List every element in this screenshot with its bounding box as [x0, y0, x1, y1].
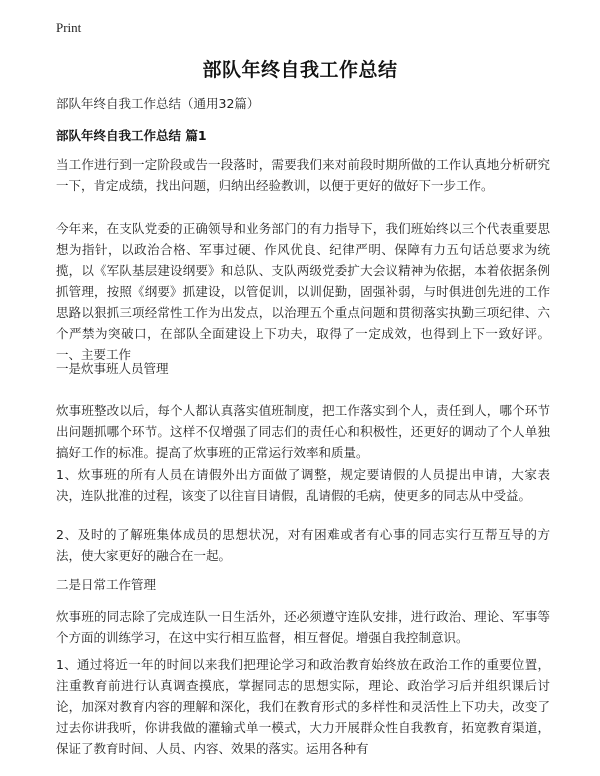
- paragraph-education: 1、通过将近一年的时间以来我们把理论学习和政治教育始终放在政治工作的重要位置，注重教育前进行认真调查摸底，掌握同志的思想实际，理论、政治学习后并组织课后讨论，加深对教育内容的理解和深化，我们在教育形式的多样性和灵活性上下功夫，改变了过去你讲我听，你讲我做的灌输式单一模式，大力开展群众性自我教育，拓宽教育渠道，保证了教育时间、人员、内容、效果的落实。运用各种有: [56, 657, 550, 756]
- paragraph-leave: 1、炊事班的所有人员在请假外出方面做了调整，规定要请假的人员提出申请，大家表决，连队批准的过程，该变了以往盲目请假，乱请假的毛病，使更多的同志从中受益。: [56, 467, 550, 503]
- document-subtitle: 部队年终自我工作总结（通用32篇）: [56, 96, 260, 111]
- paragraph-intro: 当工作进行到一定阶段或告一段落时，需要我们来对前段时期所做的工作认真地分析研究一下，肯定成绩，找出问题，归纳出经验教训，以便于更好的做好下一步工作。: [56, 157, 550, 193]
- subheading-personnel: 一是炊事班人员管理: [56, 361, 169, 376]
- paragraph-mutual-help: 2、及时的了解班集体成员的思想状况，对有困难或者有心事的同志实行互帮互导的方法，使大家更好的融合在一起。: [56, 527, 550, 563]
- paragraph-daily-work: 炊事班的同志除了完成连队一日生活外，还必须遵守连队安排，进行政治、理论、军事等个方面的训练学习，在这中实行相互监督，相互督促。增强自我控制意识。: [56, 609, 550, 645]
- document-title: 部队年终自我工作总结: [202, 59, 398, 81]
- section-heading: 部队年终自我工作总结 篇1: [56, 128, 207, 143]
- paragraph-overview: 今年来，在支队党委的正确领导和业务部门的有力指导下，我们班始终以三个代表重要思想为指针，以政治合格、军事过硬、作风优良、纪律严明、保障有力五句话总要求为统揽，以《军队基层建设纲要》和总队、支队两级党委扩大会议精神为依据，本着依据条例抓管理，按照《纲要》抓建设，以管促训，以训促勤，固强补弱，与时俱进创先进的工作思路以狠抓三项经常性工作为出发点，以治理五个重点问题和贯彻落实执勤三项纪律、六个严禁为突破口，在部队全面建设上下功夫，取得了一定成效，也得到上下一致好评。一、主要工作: [56, 221, 550, 362]
- subheading-daily-work: 二是日常工作管理: [56, 577, 157, 592]
- print-label[interactable]: Print: [56, 20, 82, 35]
- paragraph-personnel: 炊事班整改以后，每个人都认真落实值班制度，把工作落实到个人，责任到人，哪个环节出问题抓哪个环节。这样不仅增强了同志们的责任心和积极性，还更好的调动了个人单独搞好工作的标准。提高了炊事班的正常运行效率和质量。: [56, 403, 550, 460]
